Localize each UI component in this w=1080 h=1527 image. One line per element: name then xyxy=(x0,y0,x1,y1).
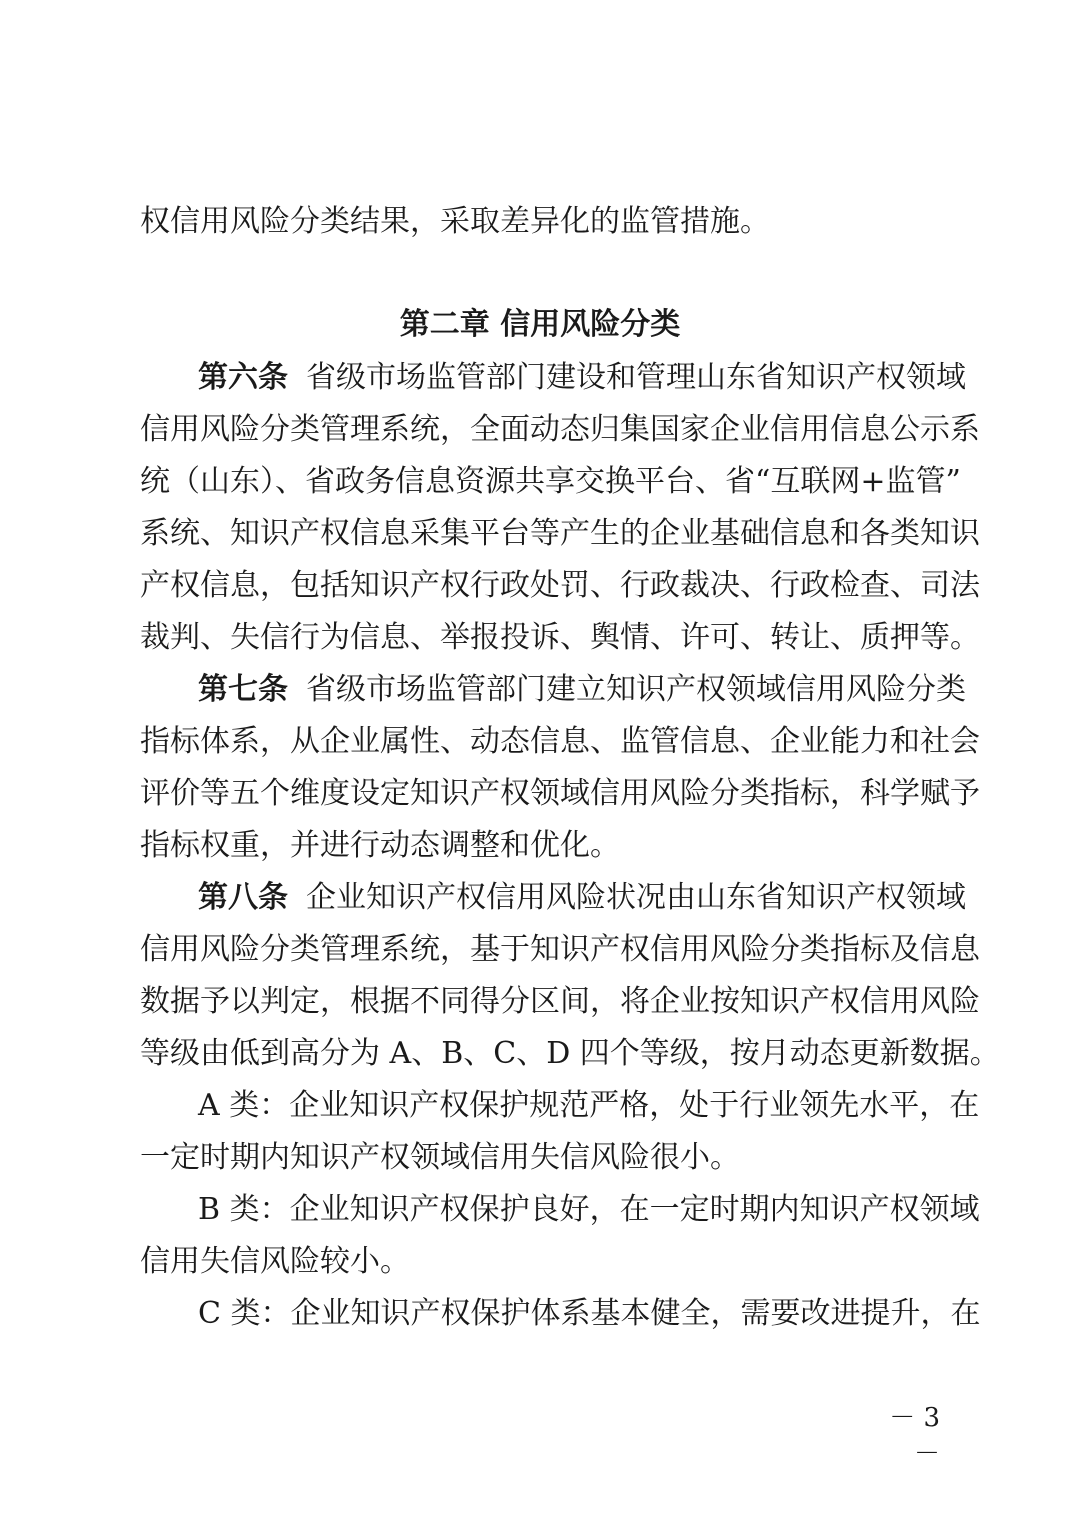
article-7-first-line xyxy=(198,670,966,710)
article-7-label: 第七条 xyxy=(198,672,288,707)
article-7-line: 省级市场监管部门建立知识产权领域信用风险分类 xyxy=(306,672,966,707)
article-8-line: 等级由低到高分为 A、B、C、D 四个等级，按月动态更新数据。 xyxy=(140,1036,1000,1071)
article-7-line: 指标体系，从企业属性、动态信息、监管信息、企业能力和社会 xyxy=(140,724,980,759)
class-c-line: C 类：企业知识产权保护体系基本健全，需要改进提升，在 xyxy=(198,1296,981,1331)
article-8-line: 企业知识产权信用风险状况由山东省知识产权领域 xyxy=(306,880,966,915)
class-b-line: B 类：企业知识产权保护良好，在一定时期内知识产权领域 xyxy=(198,1192,980,1227)
article-6-first-line xyxy=(198,358,966,398)
article-8-label: 第八条 xyxy=(198,880,288,915)
paragraph-line: 权信用风险分类结果，采取差异化的监管措施。 xyxy=(140,204,770,239)
article-6-line: 信用风险分类管理系统，全面动态归集国家企业信用信息公示系 xyxy=(140,412,980,447)
page-number: － 3 － xyxy=(889,1403,940,1469)
article-8-line: 数据予以判定，根据不同得分区间，将企业按知识产权信用风险 xyxy=(140,984,980,1019)
class-b-line: 信用失信风险较小。 xyxy=(140,1244,410,1279)
article-7-line: 指标权重，并进行动态调整和优化。 xyxy=(140,828,620,863)
chapter-title: 第二章 信用风险分类 xyxy=(399,307,681,342)
article-6-line: 产权信息，包括知识产权行政处罚、行政裁决、行政检查、司法 xyxy=(140,568,980,603)
article-6-line: 统（山东）、省政务信息资源共享交换平台、省“互联网+监管” xyxy=(140,464,961,499)
article-6-line: 系统、知识产权信息采集平台等产生的企业基础信息和各类知识 xyxy=(140,516,980,551)
article-6-label: 第六条 xyxy=(198,360,288,395)
article-6-line: 省级市场监管部门建设和管理山东省知识产权领域 xyxy=(306,360,966,395)
article-6-line: 裁判、失信行为信息、举报投诉、舆情、许可、转让、质押等。 xyxy=(140,620,980,655)
class-a-line: 一定时期内知识产权领域信用失信风险很小。 xyxy=(140,1140,740,1175)
article-8-line: 信用风险分类管理系统，基于知识产权信用风险分类指标及信息 xyxy=(140,932,980,967)
article-8-first-line xyxy=(198,878,966,918)
article-7-line: 评价等五个维度设定知识产权领域信用风险分类指标，科学赋予 xyxy=(140,776,980,811)
class-a-line: A 类：企业知识产权保护规范严格，处于行业领先水平，在 xyxy=(198,1088,980,1123)
